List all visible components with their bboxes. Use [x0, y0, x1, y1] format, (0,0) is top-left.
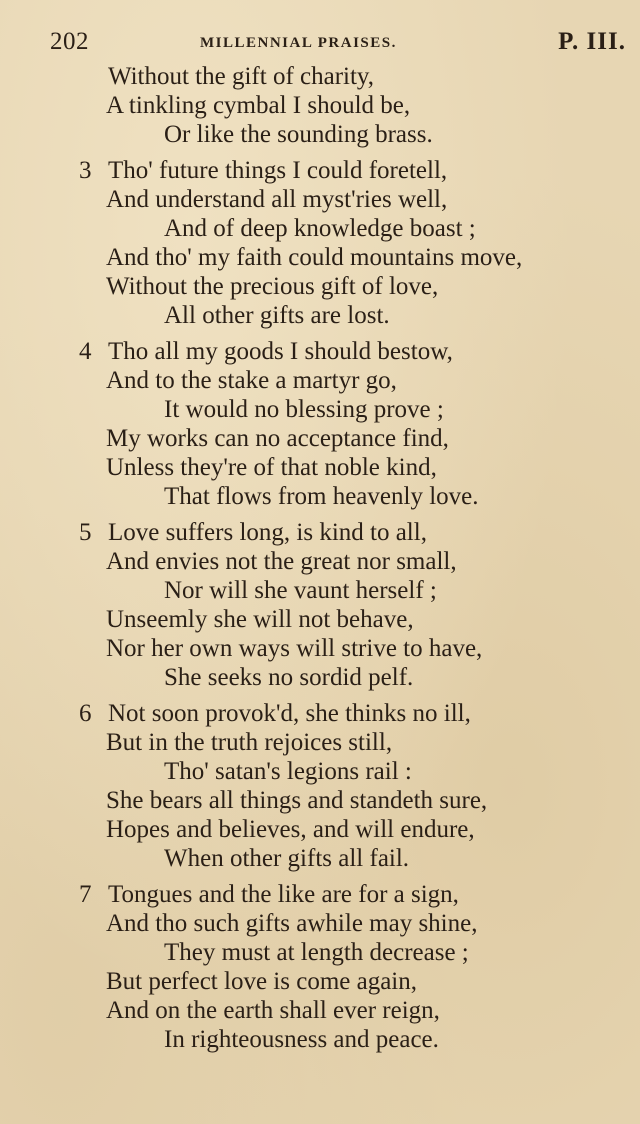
page-number: 202	[50, 28, 89, 55]
verse-number: 5	[79, 519, 92, 546]
verse-number: 7	[79, 881, 92, 908]
verse-line	[0, 120, 640, 149]
verse-line	[0, 337, 640, 366]
verse-line	[0, 786, 640, 815]
verse-line	[0, 605, 640, 634]
line-text: Without the gift of charity,	[108, 63, 375, 90]
running-title: MILLENNIAL PRAISES.	[200, 35, 397, 51]
page-header	[50, 28, 626, 62]
line-text: Unseemly she will not behave,	[106, 606, 414, 633]
line-text: But in the truth rejoices still,	[106, 729, 393, 756]
verse-line	[0, 482, 640, 511]
line-text: And tho' my faith could mountains move,	[106, 244, 523, 271]
verse-line	[0, 366, 640, 395]
verse-number: 6	[79, 700, 92, 727]
verse-line	[0, 996, 640, 1025]
line-text: They must at length decrease ;	[164, 939, 469, 966]
verse-line	[0, 1025, 640, 1054]
verse-line	[0, 453, 640, 482]
line-text: And tho such gifts awhile may shine,	[106, 910, 478, 937]
verse-line	[0, 243, 640, 272]
verse-line	[0, 518, 640, 547]
line-text: Love suffers long, is kind to all,	[108, 519, 427, 546]
verse-line	[0, 699, 640, 728]
verse-line	[0, 301, 640, 330]
line-text: Nor will she vaunt herself ;	[164, 577, 437, 604]
line-text: Or like the sounding brass.	[164, 121, 433, 148]
verse-line	[0, 909, 640, 938]
line-text: Hopes and believes, and will endure,	[106, 816, 475, 843]
line-text: And envies not the great nor small,	[106, 548, 457, 575]
part-label: P. III.	[558, 28, 626, 55]
verse-line	[0, 185, 640, 214]
verse	[0, 880, 640, 1054]
line-text: She seeks no sordid pelf.	[164, 664, 414, 691]
verse-line	[0, 728, 640, 757]
verse-line	[0, 757, 640, 786]
verse	[0, 518, 640, 692]
hymn-text	[0, 62, 640, 1054]
verse-line	[0, 547, 640, 576]
verse	[0, 156, 640, 330]
line-text: That flows from heavenly love.	[164, 483, 479, 510]
line-text: In righteousness and peace.	[164, 1026, 439, 1053]
verse-line	[0, 156, 640, 185]
line-text: Tongues and the like are for a sign,	[108, 881, 459, 908]
verse-line	[0, 844, 640, 873]
line-text: And understand all myst'ries well,	[106, 186, 448, 213]
line-text: Unless they're of that noble kind,	[106, 454, 437, 481]
verse-line	[0, 91, 640, 120]
line-text: Nor her own ways will strive to have,	[106, 635, 483, 662]
verse-line	[0, 815, 640, 844]
verse	[0, 699, 640, 873]
line-text: Not soon provok'd, she thinks no ill,	[108, 700, 471, 727]
verse-number: 4	[79, 338, 92, 365]
verse-line	[0, 663, 640, 692]
line-text: All other gifts are lost.	[164, 302, 390, 329]
line-text: It would no blessing prove ;	[164, 396, 444, 423]
line-text: But perfect love is come again,	[106, 968, 417, 995]
line-text: Tho all my goods I should bestow,	[108, 338, 453, 365]
verse-line	[0, 967, 640, 996]
line-text: Without the precious gift of love,	[106, 273, 439, 300]
verse-line	[0, 634, 640, 663]
verse-number: 3	[79, 157, 92, 184]
line-text: A tinkling cymbal I should be,	[106, 92, 411, 119]
line-text: When other gifts all fail.	[164, 845, 410, 872]
verse-line	[0, 395, 640, 424]
verse-line	[0, 214, 640, 243]
verse-line	[0, 424, 640, 453]
verse-line	[0, 576, 640, 605]
line-text: Tho' future things I could foretell,	[108, 157, 448, 184]
line-text: And of deep knowledge boast ;	[164, 215, 476, 242]
line-text: And to the stake a martyr go,	[106, 367, 397, 394]
verse-line	[0, 938, 640, 967]
line-text: My works can no acceptance find,	[106, 425, 449, 452]
verse	[0, 337, 640, 511]
verse-line	[0, 62, 640, 91]
line-text: Tho' satan's legions rail :	[164, 758, 412, 785]
verse	[0, 62, 640, 149]
verse-line	[0, 272, 640, 301]
line-text: She bears all things and standeth sure,	[106, 787, 488, 814]
line-text: And on the earth shall ever reign,	[106, 997, 440, 1024]
verse-line	[0, 880, 640, 909]
